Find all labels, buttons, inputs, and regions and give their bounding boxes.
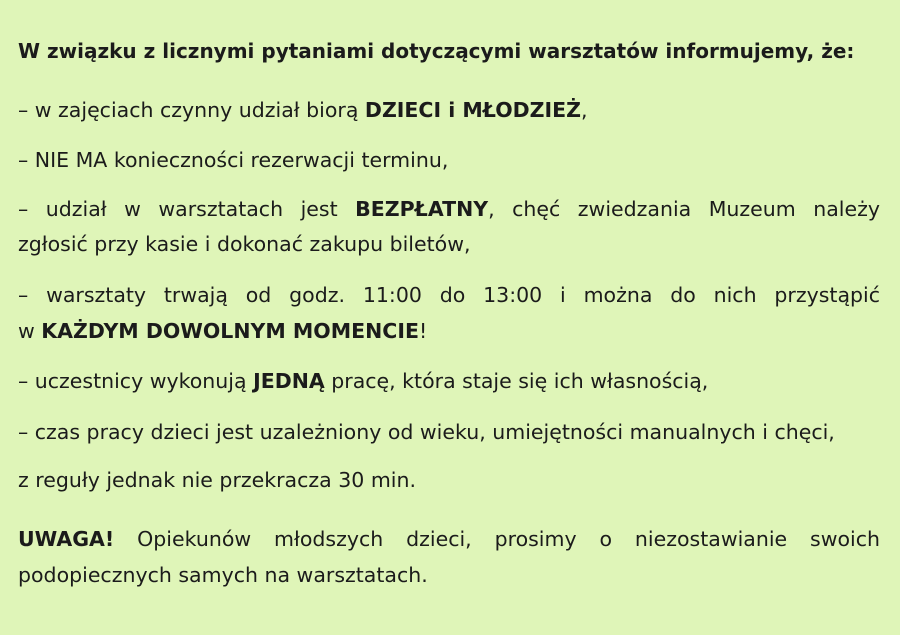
notice-warning-line2: podopiecznych samych na warsztatach. [18, 563, 428, 587]
warning-text: Opiekunów młodszych dzieci, prosimy o niezostawianie swoich [114, 527, 880, 551]
item-emphasis: JEDNĄ [253, 369, 325, 393]
item-emphasis: BEZPŁATNY [355, 197, 489, 221]
notice-item-hours-line2 [18, 316, 880, 346]
notice-item-free-line1 [18, 194, 880, 224]
warning-label: UWAGA! [18, 527, 115, 551]
item-text: ! [418, 319, 428, 343]
item-text: – w zajęciach czynny udział biorą [18, 98, 365, 122]
item-text: w [18, 319, 42, 343]
notice-warning-line1 [18, 524, 880, 554]
item-text: – udział w warsztatach jest [18, 197, 356, 221]
notice-item-one-work [18, 366, 880, 396]
item-emphasis: KAŻDYM DOWOLNYM MOMENCIE [41, 319, 419, 343]
notice-item-reservation: – NIE MA konieczności rezerwacji terminu, [18, 148, 449, 172]
notice-item-hours-line1: – warsztaty trwają od godz. 11:00 do 13:00 i można do nich przystąpić [18, 283, 880, 307]
notice-item-duration-line1: – czas pracy dzieci jest uzależniony od wieku, umiejętności manualnych i chęci, [18, 420, 835, 444]
notice-item-duration-line2: z reguły jednak nie przekracza 30 min. [18, 468, 416, 492]
item-text: , chęć zwiedzania Muzeum należy [488, 197, 881, 221]
item-text: pracę, która staje się ich własnością, [324, 369, 709, 393]
notice-heading: W związku z licznymi pytaniami dotyczącymi warsztatów informujemy, że: [18, 39, 855, 63]
item-emphasis: DZIECI i MŁODZIEŻ [364, 98, 582, 122]
item-text: – uczestnicy wykonują [18, 369, 254, 393]
item-text: , [581, 98, 588, 122]
notice-item-free-line2: zgłosić przy kasie i dokonać zakupu biletów, [18, 232, 471, 256]
notice-item-participants [18, 95, 880, 125]
